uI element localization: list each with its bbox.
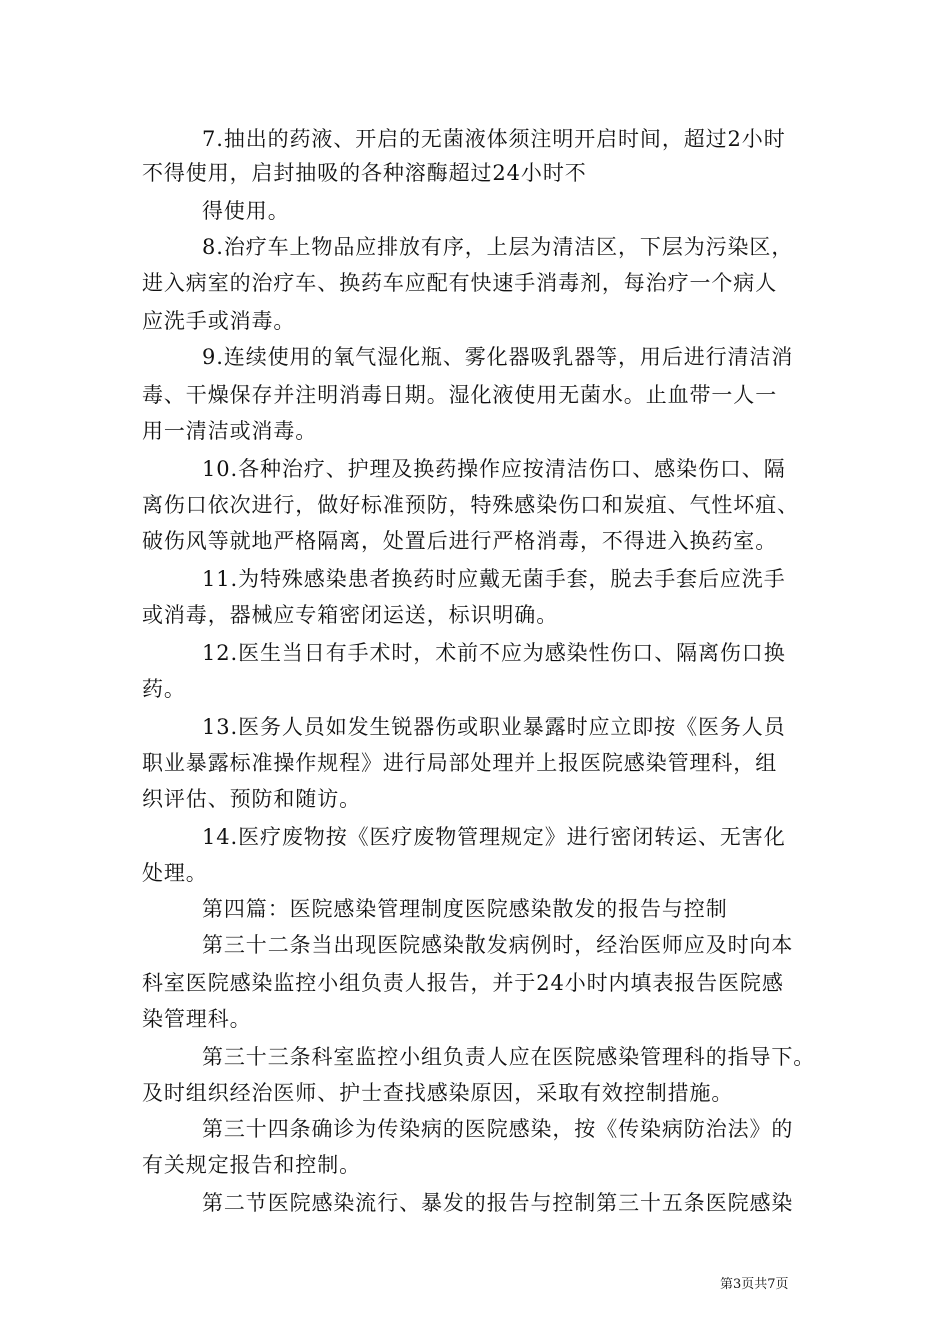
section-heading: 第四篇：医院感染管理制度医院感染散发的报告与控制: [202, 897, 728, 921]
text-line: 职业暴露标准操作规程》进行局部处理并上报医院感染管理科，组: [142, 751, 778, 775]
text-line: 9.连续使用的氧气湿化瓶、雾化器吸乳器等，用后进行清洁消: [202, 345, 794, 369]
text-line: 织评估、预防和随访。: [142, 787, 361, 811]
text-line: 毒、干燥保存并注明消毒日期。湿化液使用无菌水。止血带一人一: [142, 383, 778, 407]
text-line: 处理。: [142, 861, 208, 885]
text-line: 第三十四条确诊为传染病的医院感染，按《传染病防治法》的: [202, 1117, 794, 1141]
text-line: 14.医疗废物按《医疗废物管理规定》进行密闭转运、无害化: [202, 825, 786, 849]
text-line: 13.医务人员如发生锐器伤或职业暴露时应立即按《医务人员: [202, 715, 786, 739]
text-line: 应洗手或消毒。: [142, 309, 296, 333]
text-line: 第三十二条当出现医院感染散发病例时，经治医师应及时向本: [202, 933, 794, 957]
text-line: 及时组织经治医师、护士查找感染原因，采取有效控制措施。: [142, 1081, 734, 1105]
text-line: 破伤风等就地严格隔离，处置后进行严格消毒，不得进入换药室。: [142, 529, 778, 553]
text-line: 科室医院感染监控小组负责人报告，并于24小时内填表报告医院感: [142, 971, 784, 995]
text-line: 8.治疗车上物品应排放有序，上层为清洁区，下层为污染区，: [202, 235, 794, 259]
text-line: 10.各种治疗、护理及换药操作应按清洁伤口、感染伤口、隔: [202, 457, 786, 481]
text-line: 离伤口依次进行，做好标准预防，特殊感染伤口和炭疽、气性坏疽、: [142, 493, 799, 517]
text-line: 第三十三条科室监控小组负责人应在医院感染管理科的指导下。: [202, 1045, 816, 1069]
text-line: 得使用。: [202, 199, 290, 223]
page-number: 第3页共7页: [720, 1277, 789, 1292]
text-line: 用一清洁或消毒。: [142, 419, 318, 443]
text-line: 第二节医院感染流行、暴发的报告与控制第三十五条医院感染: [202, 1191, 794, 1215]
text-line: 不得使用，启封抽吸的各种溶酶超过24小时不: [142, 161, 587, 185]
text-line: 7.抽出的药液、开启的无菌液体须注明开启时间，超过2小时: [202, 127, 786, 151]
text-line: 进入病室的治疗车、换药车应配有快速手消毒剂，每治疗一个病人: [142, 271, 778, 295]
text-line: 药。: [142, 677, 186, 701]
text-line: 11.为特殊感染患者换药时应戴无菌手套，脱去手套后应洗手: [202, 567, 786, 591]
text-line: 有关规定报告和控制。: [142, 1153, 361, 1177]
text-line: 或消毒，器械应专箱密闭运送，标识明确。: [142, 603, 559, 627]
text-line: 染管理科。: [142, 1007, 252, 1031]
text-line: 12.医生当日有手术时，术前不应为感染性伤口、隔离伤口换: [202, 641, 786, 665]
